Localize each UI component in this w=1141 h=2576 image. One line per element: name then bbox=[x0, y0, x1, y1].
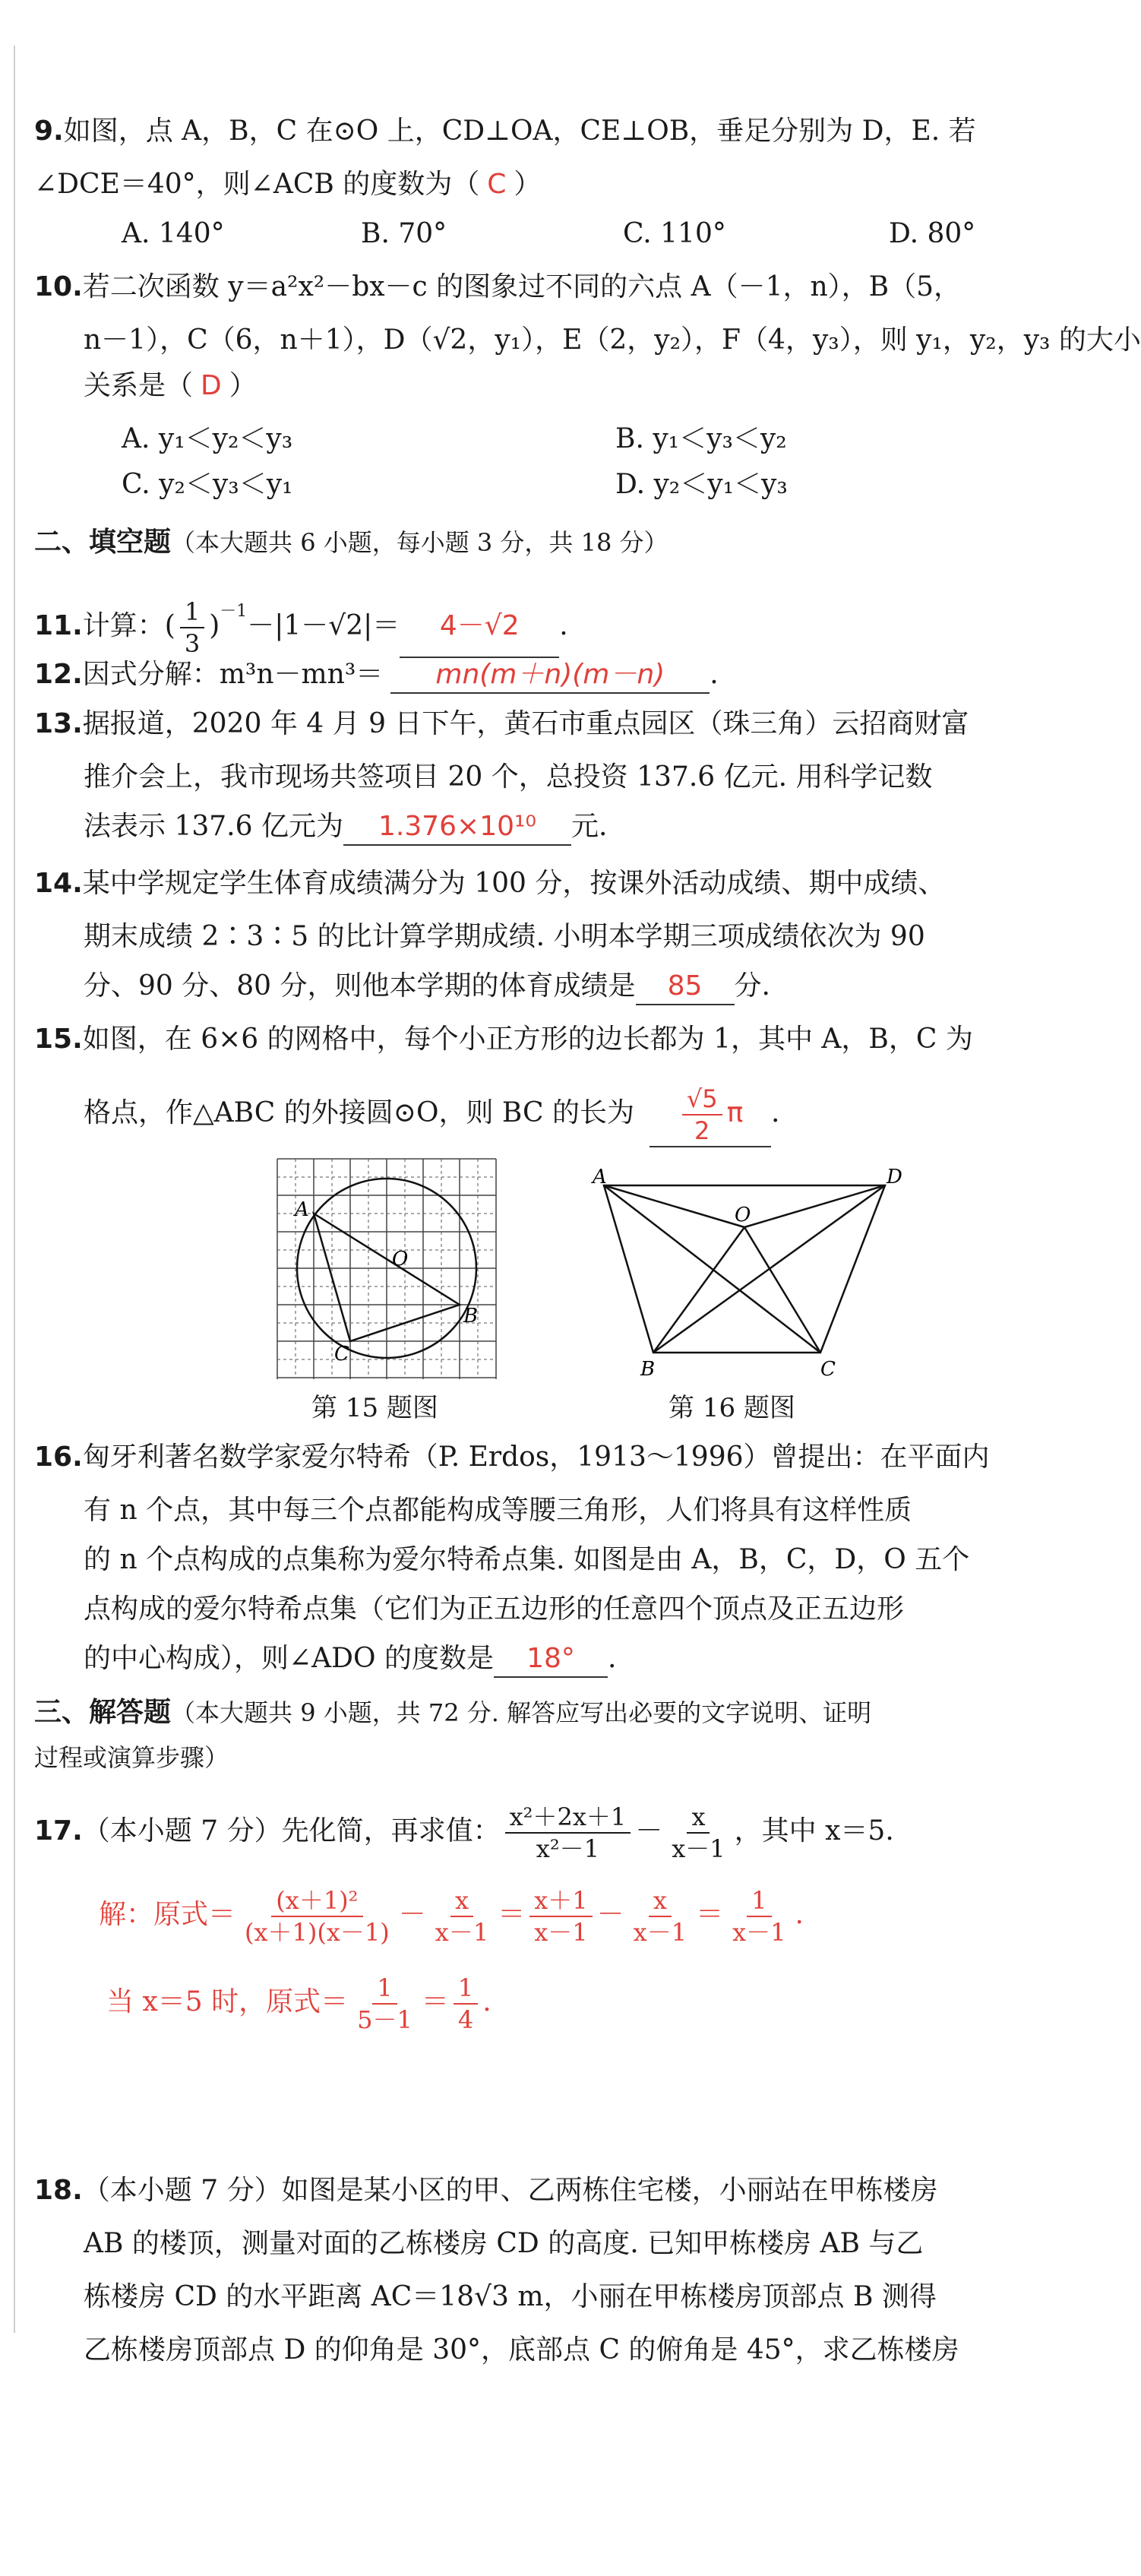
fig16-label-o: O bbox=[735, 1204, 751, 1226]
q15-line1: 15.如图，在 6×6 的网格中，每个小正方形的边长都为 1，其中 A，B，C 为 bbox=[34, 1024, 973, 1055]
q10-option-d: D. y₂＜y₁＜y₃ bbox=[615, 469, 788, 500]
fig16-label-a: A bbox=[593, 1166, 607, 1188]
q14-line1: 14.某中学规定学生体育成绩满分为 100 分，按课外活动成绩、期中成绩、 bbox=[34, 868, 946, 899]
q16-line3: 的 n 个点构成的点集称为爱尔特希点集. 如图是由 A，B，C，D，O 五个 bbox=[84, 1544, 970, 1575]
q18-line1: 18.（本小题 7 分）如图是某小区的甲、乙两栋住宅楼，小丽站在甲栋楼房 bbox=[34, 2175, 938, 2206]
q13-line3: 法表示 137.6 亿元为 1.376×10¹⁰ 元. bbox=[84, 809, 607, 846]
q9-option-d: D. 80° bbox=[889, 218, 976, 249]
q18-line2: AB 的楼顶，测量对面的乙栋楼房 CD 的高度. 已知甲栋楼房 AB 与乙 bbox=[84, 2228, 924, 2259]
q10-line3: 关系是（ D ） bbox=[84, 370, 257, 401]
margin-rule bbox=[14, 46, 15, 2333]
q10-line1: 10.若二次函数 y＝a²x²－bx－c 的图象过不同的六点 A（－1，n），B（5， bbox=[34, 271, 962, 302]
q12-answer: mn(m＋n)(m－n) bbox=[435, 659, 665, 690]
fig15-caption: 第 15 题图 bbox=[311, 1393, 438, 1423]
q16-answer: 18° bbox=[526, 1643, 575, 1674]
fig16-label-d: D bbox=[887, 1166, 902, 1188]
q9-line1: 9.如图，点 A，B，C 在⊙O 上，CD⊥OA，CE⊥OB，垂足分别为 D，E. 若 bbox=[34, 116, 976, 147]
q16-line4: 点构成的爱尔特希点集（它们为正五边形的任意四个顶点及正五边形 bbox=[84, 1593, 905, 1625]
q10-line2: n－1），C（6，n＋1），D（√2，y₁），E（2，y₂），F（4，y₃），则 y₁，y₂，y₃ 的大小 bbox=[84, 324, 1141, 356]
q18-line4: 乙栋楼房顶部点 D 的仰角是 30°，底部点 C 的俯角是 45°，求乙栋楼房 bbox=[84, 2334, 959, 2366]
q17-solution-line2: 当 x＝5 时，原式＝ $\frac{1}{5-1}$ ＝ $\frac{1}{4}$ . bbox=[106, 1973, 491, 2034]
fig16-label-c: C bbox=[820, 1358, 836, 1381]
q15-line2: 格点，作△ABC 的外接圆⊙O，则 BC 的长为 $\frac{√5}{2}$ π . bbox=[84, 1083, 779, 1144]
q10-answer: D bbox=[201, 370, 222, 401]
q11-fraction: $\frac{1}{3}$ bbox=[180, 597, 204, 659]
q13-line2: 推介会上，我市现场共签项目 20 个，总投资 137.6 亿元. 用科学记数 bbox=[84, 761, 933, 793]
q11-answer: 4－√2 bbox=[439, 610, 520, 641]
fig15-label-b: B bbox=[463, 1305, 479, 1328]
fig15-label-o: O bbox=[392, 1248, 409, 1271]
q16-line2: 有 n 个点，其中每三个点都能构成等腰三角形，人们将具有这样性质 bbox=[84, 1495, 912, 1526]
q16-line1: 16.匈牙利著名数学家爱尔特希（P. Erdos，1913～1996）曾提出：在平面内 bbox=[34, 1441, 990, 1473]
q10-option-b: B. y₁＜y₃＜y₂ bbox=[615, 423, 787, 454]
section3-heading: 三、解答题（本大题共 9 小题，共 72 分. 解答应写出必要的文字说明、证明 bbox=[34, 1696, 872, 1728]
q9-answer: C bbox=[487, 169, 507, 200]
fig15-grid bbox=[277, 1159, 496, 1379]
q10-option-c: C. y₂＜y₃＜y₁ bbox=[122, 469, 293, 500]
q13-line1: 13.据报道，2020 年 4 月 9 日下午，黄石市重点园区（珠三角）云招商财富 bbox=[34, 708, 969, 739]
q15-answer: $\frac{√5}{2}$ bbox=[682, 1084, 722, 1146]
q17-question: 17.（本小题 7 分）先化简，再求值： $\frac{\text{x²＋2x＋1}}{\text{x²－1}}$ － $\frac{x}{x-1}$ ，其中 x＝5. bbox=[34, 1802, 894, 1863]
section2-heading: 二、填空题（本大题共 6 小题，每小题 3 分，共 18 分） bbox=[34, 526, 668, 558]
q16-line5: 的中心构成），则∠ADO 的度数是 18° . bbox=[84, 1641, 616, 1678]
q9-option-b: B. 70° bbox=[361, 218, 447, 249]
figure-16 bbox=[589, 1166, 900, 1383]
fig15-label-c: C bbox=[334, 1343, 349, 1366]
q18-line3: 栋楼房 CD 的水平距离 AC＝18√3 m，小丽在甲栋楼房顶部点 B 测得 bbox=[84, 2281, 937, 2312]
q9-option-a: A. 140° bbox=[122, 218, 225, 249]
q9-option-c: C. 110° bbox=[623, 218, 726, 249]
fig16-caption: 第 16 题图 bbox=[668, 1393, 795, 1423]
q14-line3: 分、90 分、80 分，则他本学期的体育成绩是 85 分. bbox=[84, 969, 770, 1005]
fig15-label-a: A bbox=[295, 1198, 309, 1221]
q13-answer: 1.376×10¹⁰ bbox=[378, 811, 536, 842]
figure-15 bbox=[258, 1155, 501, 1383]
q17-solution-line1: 解：原式＝ $\frac{\text{(x＋1)²}}{(x+1)(x-1)}$ － $\frac{x}{x-1}$ ＝ $\frac{x+1}{x-1}$ － $\frac{x}{x-1}$ ＝ $\frac{1}{x-1}$ . bbox=[99, 1886, 804, 1947]
q11: 11.计算：( $\frac{1}{3}$ )$^{-1}$－|1－√2|＝ 4－√2 . bbox=[34, 597, 568, 658]
q14-line2: 期末成绩 2∶3∶5 的比计算学期成绩. 小明本学期三项成绩依次为 90 bbox=[84, 921, 925, 952]
fig16-label-b: B bbox=[640, 1358, 656, 1381]
q14-answer: 85 bbox=[667, 970, 703, 1002]
q9-line2: ∠DCE＝40°，则∠ACB 的度数为（ C ） bbox=[34, 169, 542, 200]
q10-option-a: A. y₁＜y₂＜y₃ bbox=[122, 423, 293, 454]
section3-note2: 过程或演算步骤） bbox=[34, 1743, 229, 1772]
q12: 12.因式分解：m³n－mn³＝ mn(m＋n)(m－n) . bbox=[34, 657, 719, 694]
